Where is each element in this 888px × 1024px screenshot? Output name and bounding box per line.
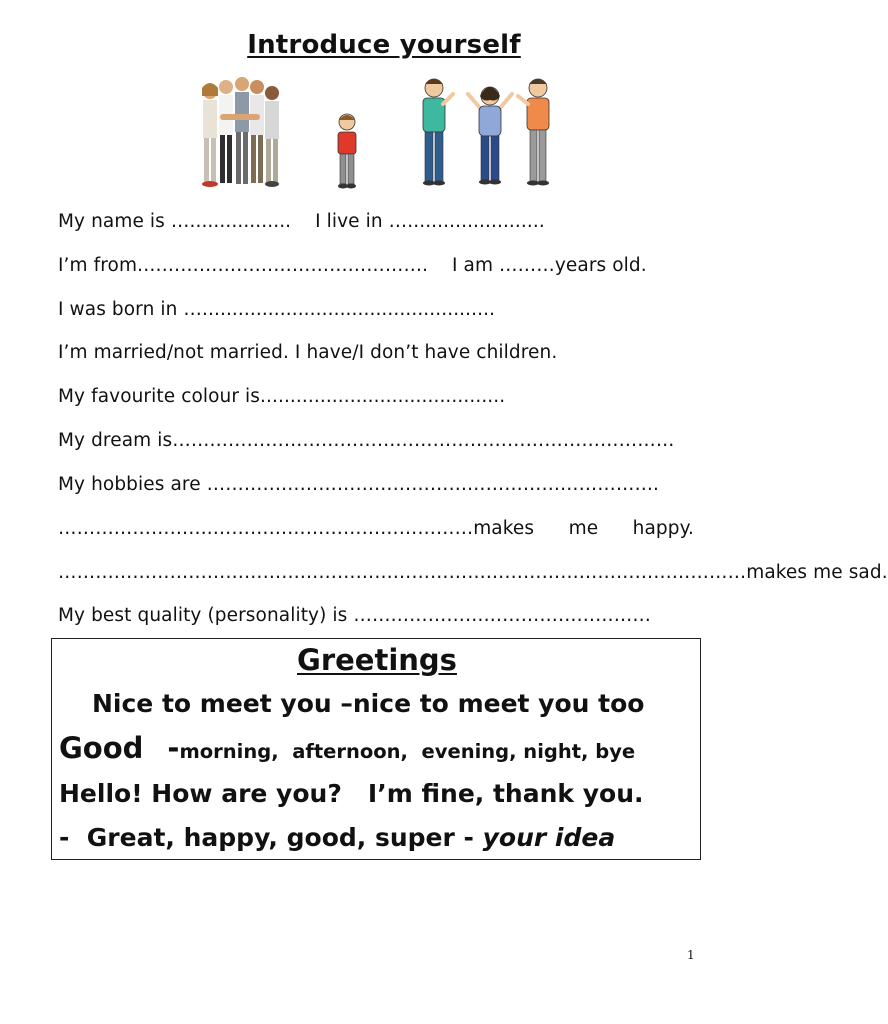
happy-me: me bbox=[568, 518, 599, 539]
greetings-your-idea: your idea bbox=[482, 823, 616, 852]
happy-happy: happy. bbox=[632, 518, 694, 539]
line-from-age: I’m from.………………………………………. I am ………years old. bbox=[58, 255, 647, 276]
line-quality: My best quality (personality) is ………………………………………… bbox=[58, 605, 651, 626]
greetings-box bbox=[51, 638, 701, 860]
line-colour: My favourite colour is......................................... bbox=[58, 386, 506, 407]
greetings-good-dash: - bbox=[167, 731, 180, 765]
greetings-great bbox=[59, 823, 615, 852]
greetings-nice: Nice to meet you –nice to meet you too bbox=[92, 689, 645, 718]
people-talking-image bbox=[410, 70, 562, 192]
line-sad: …………………………………………………………………………………………………makes me sad. bbox=[58, 562, 888, 583]
line-happy bbox=[58, 518, 694, 539]
greetings-good-row bbox=[59, 731, 635, 765]
greetings-great-prefix: - Great, happy, good, super - bbox=[59, 823, 483, 852]
happy-blank: …………………….…………………………………… bbox=[58, 518, 474, 539]
line-married: I’m married/not married. I have/I don’t have children. bbox=[58, 342, 558, 363]
line-name-live: My name is …................. I live in …....................... bbox=[58, 211, 545, 232]
greetings-good-items: morning, afternoon, evening, night, bye bbox=[179, 740, 636, 763]
greetings-hello: Hello! How are you? I’m fine, thank you. bbox=[59, 779, 644, 808]
greetings-title: Greetings bbox=[297, 643, 457, 677]
line-hobbies: My hobbies are ………………………………………………………………. bbox=[58, 474, 660, 495]
line-born: I was born in …................................................. bbox=[58, 299, 496, 320]
greetings-good-word: Good bbox=[59, 731, 144, 765]
boy-image bbox=[330, 110, 366, 190]
page-number: 1 bbox=[687, 948, 695, 962]
people-group-image bbox=[190, 70, 290, 192]
page-title: Introduce yourself bbox=[247, 30, 521, 60]
happy-makes: makes bbox=[473, 518, 535, 539]
line-dream: My dream is……………………………………………………………………… bbox=[58, 430, 675, 451]
